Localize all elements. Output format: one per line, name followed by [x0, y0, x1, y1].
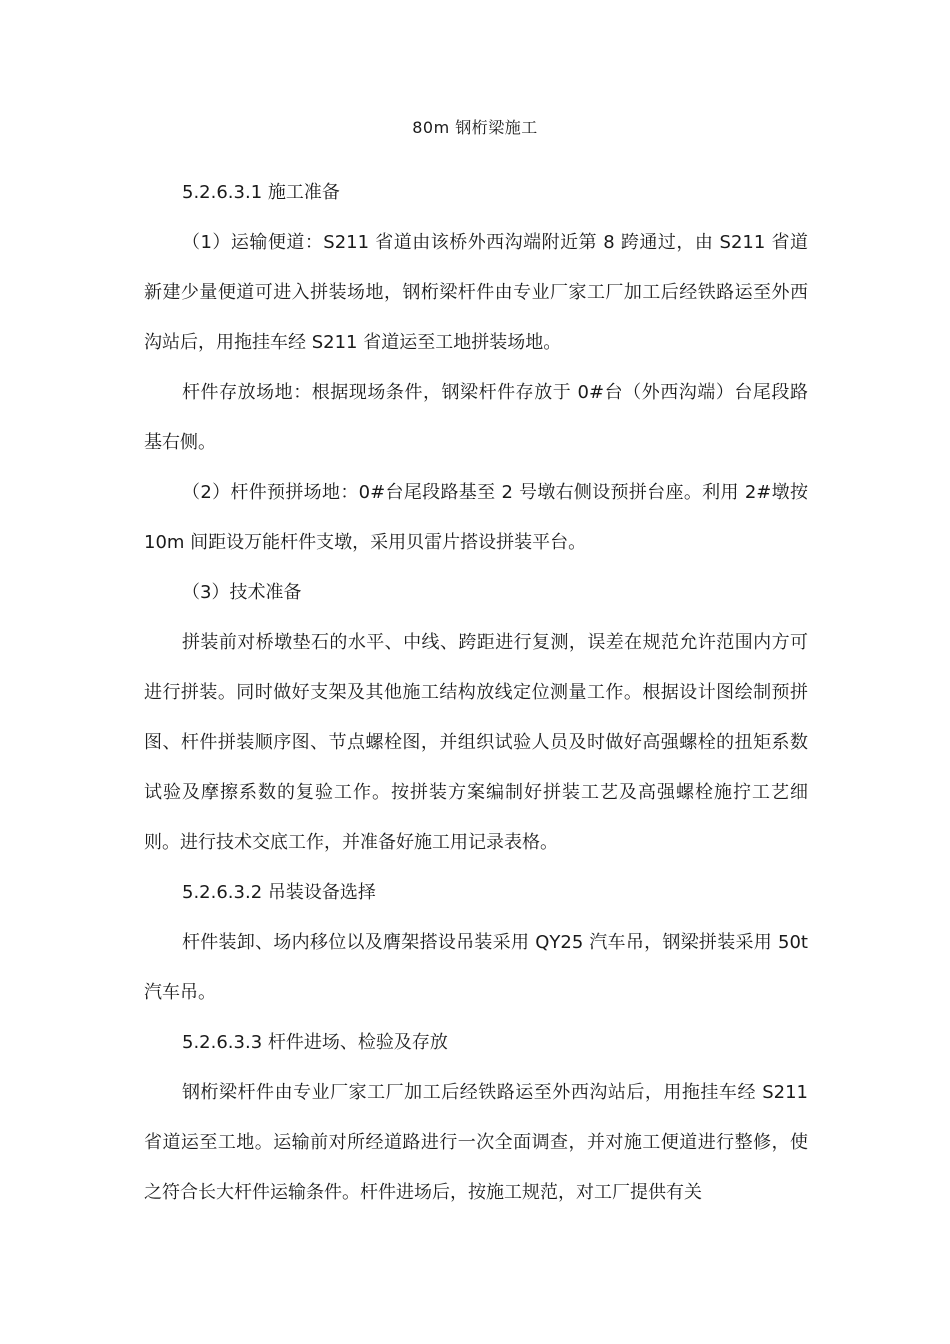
paragraph-preassembly-site: （2）杆件预拼场地：0#台尾段路基至 2 号墩右侧设预拼台座。利用 2#墩按 10m 间距设万能杆件支墩，采用贝雷片搭设拼装平台。	[144, 482, 808, 553]
paragraph-transport-road: （1）运输便道：S211 省道由该桥外西沟端附近第 8 跨通过，由 S211 省道新建少量便道可进入拼装场地，钢桁梁杆件由专业厂家工厂加工后经铁路运至外西沟站后，用拖挂车经 S211 省道运至工地拼装场地。	[144, 232, 808, 353]
document-body	[144, 168, 808, 1218]
subheading-technical-preparation: （3）技术准备	[182, 582, 302, 603]
section-heading-5-2-6-3-2: 5.2.6.3.2 吊装设备选择	[182, 882, 376, 903]
paragraph-storage-site: 杆件存放场地：根据现场条件，钢梁杆件存放于 0#台（外西沟端）台尾段路基右侧。	[144, 382, 808, 453]
document-title: 80m 钢桁梁施工	[412, 118, 538, 137]
paragraph-lifting-equipment: 杆件装卸、场内移位以及膺架搭设吊装采用 QY25 汽车吊，钢梁拼装采用 50t 汽车吊。	[144, 932, 808, 1003]
paragraph-member-delivery: 钢桁梁杆件由专业厂家工厂加工后经铁路运至外西沟站后，用拖挂车经 S211 省道运至工地。运输前对所经道路进行一次全面调查，并对施工便道进行整修，使之符合长大杆件运输条件。杆件进场后，按施工规范，对工厂提供有关	[144, 1082, 808, 1203]
section-heading-5-2-6-3-1: 5.2.6.3.1 施工准备	[182, 182, 340, 203]
paragraph-technical-preparation: 拼装前对桥墩垫石的水平、中线、跨距进行复测，误差在规范允许范围内方可进行拼装。同时做好支架及其他施工结构放线定位测量工作。根据设计图绘制预拼图、杆件拼装顺序图、节点螺栓图，并组织试验人员及时做好高强螺栓的扭矩系数试验及摩擦系数的复验工作。按拼装方案编制好拼装工艺及高强螺栓施拧工艺细则。进行技术交底工作，并准备好施工用记录表格。	[144, 632, 808, 853]
section-heading-5-2-6-3-3: 5.2.6.3.3 杆件进场、检验及存放	[182, 1032, 448, 1053]
